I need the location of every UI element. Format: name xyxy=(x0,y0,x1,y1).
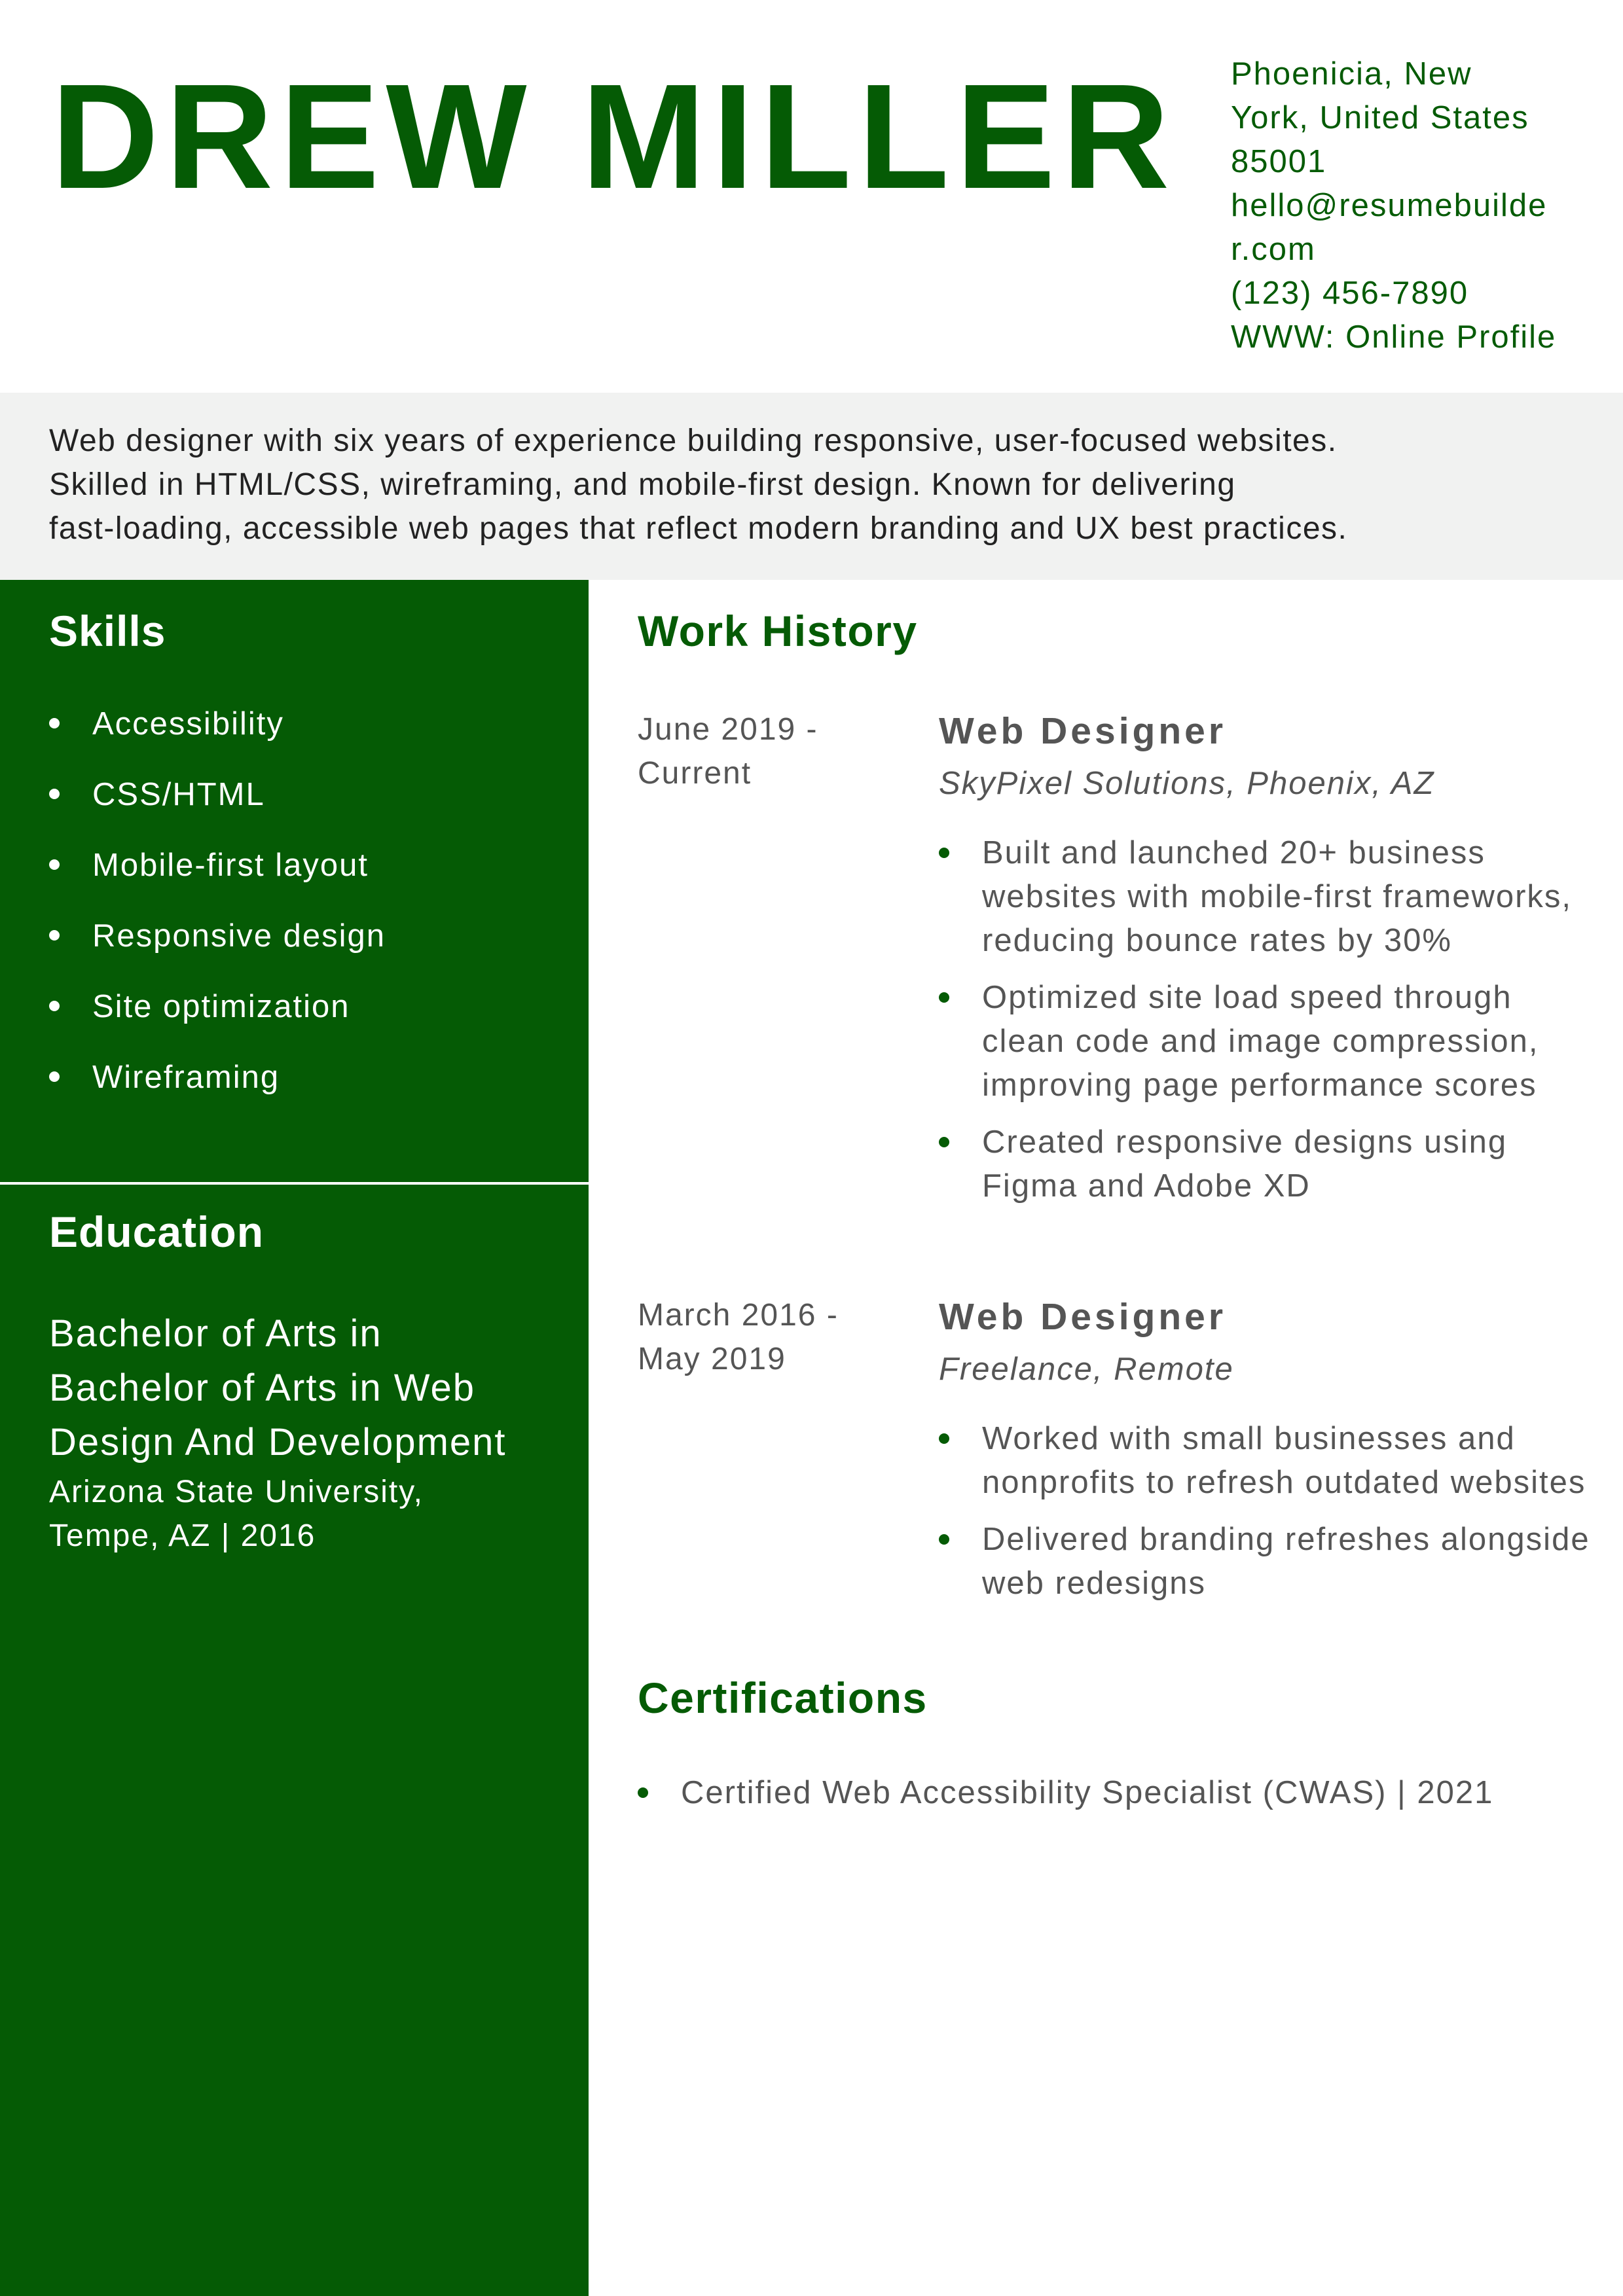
job-bullet: Optimized site load speed through clean code and image compression, improving page performance scores xyxy=(939,976,1600,1107)
summary-line: fast-loading, accessible web pages that reflect modern branding and UX best practices. xyxy=(49,511,1348,546)
job-date-line: May 2019 xyxy=(638,1342,786,1376)
skill-item: Mobile-first layout xyxy=(49,849,386,920)
job-date xyxy=(638,1293,886,1381)
education-degree xyxy=(49,1306,573,1469)
job-bullets xyxy=(939,831,1600,1221)
skill-item: Accessibility xyxy=(49,708,386,778)
main-column xyxy=(589,580,1623,2296)
contact-postal-code: 85001 xyxy=(1231,144,1327,179)
job-company: SkyPixel Solutions, Phoenix, AZ xyxy=(939,766,1435,801)
job-date-line: June 2019 - xyxy=(638,712,818,747)
contact-website-link[interactable]: WWW: Online Profile xyxy=(1231,319,1557,355)
skills-list xyxy=(49,708,386,1132)
summary-text xyxy=(49,419,1581,550)
contact-block xyxy=(1231,52,1584,359)
sidebar-divider xyxy=(0,1182,589,1185)
job-date xyxy=(638,708,886,795)
job-title: Web Designer xyxy=(939,1296,1227,1338)
job-date-line: Current xyxy=(638,756,752,791)
degree-line: Design And Development xyxy=(49,1421,507,1463)
contact-address-line1: Phoenicia, New xyxy=(1231,56,1472,92)
degree-line: Bachelor of Arts in xyxy=(49,1312,382,1355)
summary-line: Web designer with six years of experience building responsive, user-focused websites. xyxy=(49,423,1338,458)
skills-heading: Skills xyxy=(49,607,166,655)
job-company: Freelance, Remote xyxy=(939,1352,1234,1387)
resume-header xyxy=(0,0,1623,393)
job-bullets xyxy=(939,1417,1600,1619)
certifications-list xyxy=(638,1771,1493,1815)
job-bullet: Worked with small businesses and nonprofits to refresh outdated websites xyxy=(939,1417,1600,1505)
job-bullet: Built and launched 20+ business websites with mobile-first frameworks, reducing bounce rates by 30% xyxy=(939,831,1600,963)
education-heading: Education xyxy=(49,1208,264,1256)
skill-item: CSS/HTML xyxy=(49,778,386,849)
job-bullet: Created responsive designs using Figma and Adobe XD xyxy=(939,1121,1600,1208)
job-bullet: Delivered branding refreshes alongside web redesigns xyxy=(939,1518,1600,1605)
certifications-heading: Certifications xyxy=(638,1674,928,1722)
school-line: Arizona State University, xyxy=(49,1475,424,1509)
candidate-name: DREW MILLER xyxy=(51,54,1176,220)
certification-item: Certified Web Accessibility Specialist (CWAS) | 2021 xyxy=(638,1771,1493,1815)
education-school xyxy=(49,1470,573,1558)
job-date-line: March 2016 - xyxy=(638,1298,839,1333)
degree-line: Bachelor of Arts in Web xyxy=(49,1367,476,1409)
work-history-heading: Work History xyxy=(638,607,918,655)
job-title: Web Designer xyxy=(939,710,1227,752)
school-line: Tempe, AZ | 2016 xyxy=(49,1518,316,1553)
contact-phone: (123) 456-7890 xyxy=(1231,276,1469,311)
contact-email-line2[interactable]: r.com xyxy=(1231,232,1316,267)
contact-address-line2: York, United States xyxy=(1231,100,1529,135)
sidebar xyxy=(0,580,589,2296)
summary-line: Skilled in HTML/CSS, wireframing, and mobile-first design. Known for delivering xyxy=(49,467,1236,502)
skill-item: Responsive design xyxy=(49,920,386,990)
skill-item: Site optimization xyxy=(49,990,386,1061)
contact-email-line1[interactable]: hello@resumebuilde xyxy=(1231,188,1548,223)
skill-item: Wireframing xyxy=(49,1061,386,1132)
summary-band xyxy=(0,393,1623,580)
